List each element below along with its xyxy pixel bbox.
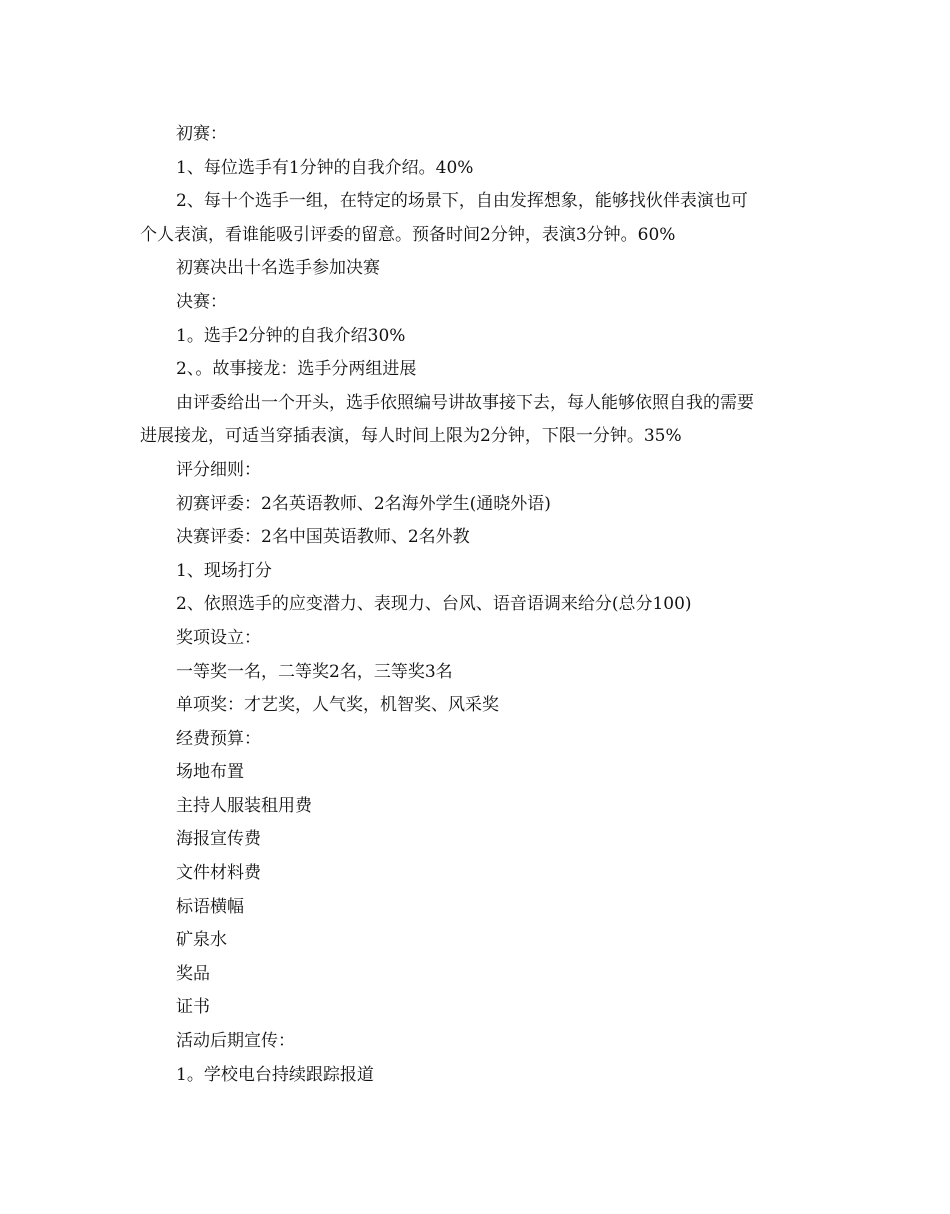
heading-scoring: 评分细则： (176, 459, 261, 480)
budget-item: 海报宣传费 (176, 829, 261, 850)
prelim-rule-2-line-1: 2、每十个选手一组，在特定的场景下，自由发挥想象，能够找伙伴表演也可 (176, 191, 748, 212)
budget-item: 文件材料费 (176, 863, 261, 884)
budget-item: 奖品 (176, 963, 210, 984)
budget-item: 矿泉水 (176, 930, 227, 951)
prelim-rule-2-line-2: 个人表演，看谁能吸引评委的留意。预备时间2分钟，表演3分钟。60% (140, 224, 676, 245)
heading-awards: 奖项设立： (176, 627, 261, 648)
scoring-item-1: 1、现场打分 (176, 560, 272, 581)
final-rule-2-desc-line-1: 由评委给出一个开头，选手依照编号讲故事接下去，每人能够依照自我的需要 (176, 392, 754, 413)
budget-item: 标语横幅 (176, 896, 244, 917)
final-rule-1: 1。选手2分钟的自我介绍30% (176, 325, 406, 346)
awards-individual: 单项奖：才艺奖，人气奖，机智奖、风采奖 (176, 695, 499, 716)
prelim-judges: 初赛评委：2名英语教师、2名海外学生(通晓外语) (176, 493, 551, 514)
final-rule-2-desc-line-2: 进展接龙，可适当穿插表演，每人时间上限为2分钟，下限一分钟。35% (140, 426, 682, 447)
budget-item: 场地布置 (176, 762, 244, 783)
publicity-item-1: 1。学校电台持续跟踪报道 (176, 1064, 374, 1085)
final-rule-2: 2、。故事接龙：选手分两组进展 (176, 359, 417, 380)
heading-final: 决赛： (176, 291, 227, 312)
document-body (140, 118, 820, 1092)
awards-main: 一等奖一名，二等奖2名，三等奖3名 (176, 661, 453, 682)
prelim-rule-1: 1、每位选手有1分钟的自我介绍。40% (176, 157, 474, 178)
final-judges: 决赛评委：2名中国英语教师、2名外教 (176, 527, 470, 548)
scoring-item-2: 2、依照选手的应变潜力、表现力、台风、语音语调来给分(总分100) (176, 594, 692, 615)
budget-item: 主持人服装租用费 (176, 795, 312, 816)
heading-preliminary: 初赛： (176, 124, 227, 144)
budget-item: 证书 (176, 997, 210, 1018)
heading-publicity: 活动后期宣传： (176, 1031, 295, 1052)
prelim-result: 初赛决出十名选手参加决赛 (176, 258, 380, 279)
heading-budget: 经费预算： (176, 728, 261, 749)
